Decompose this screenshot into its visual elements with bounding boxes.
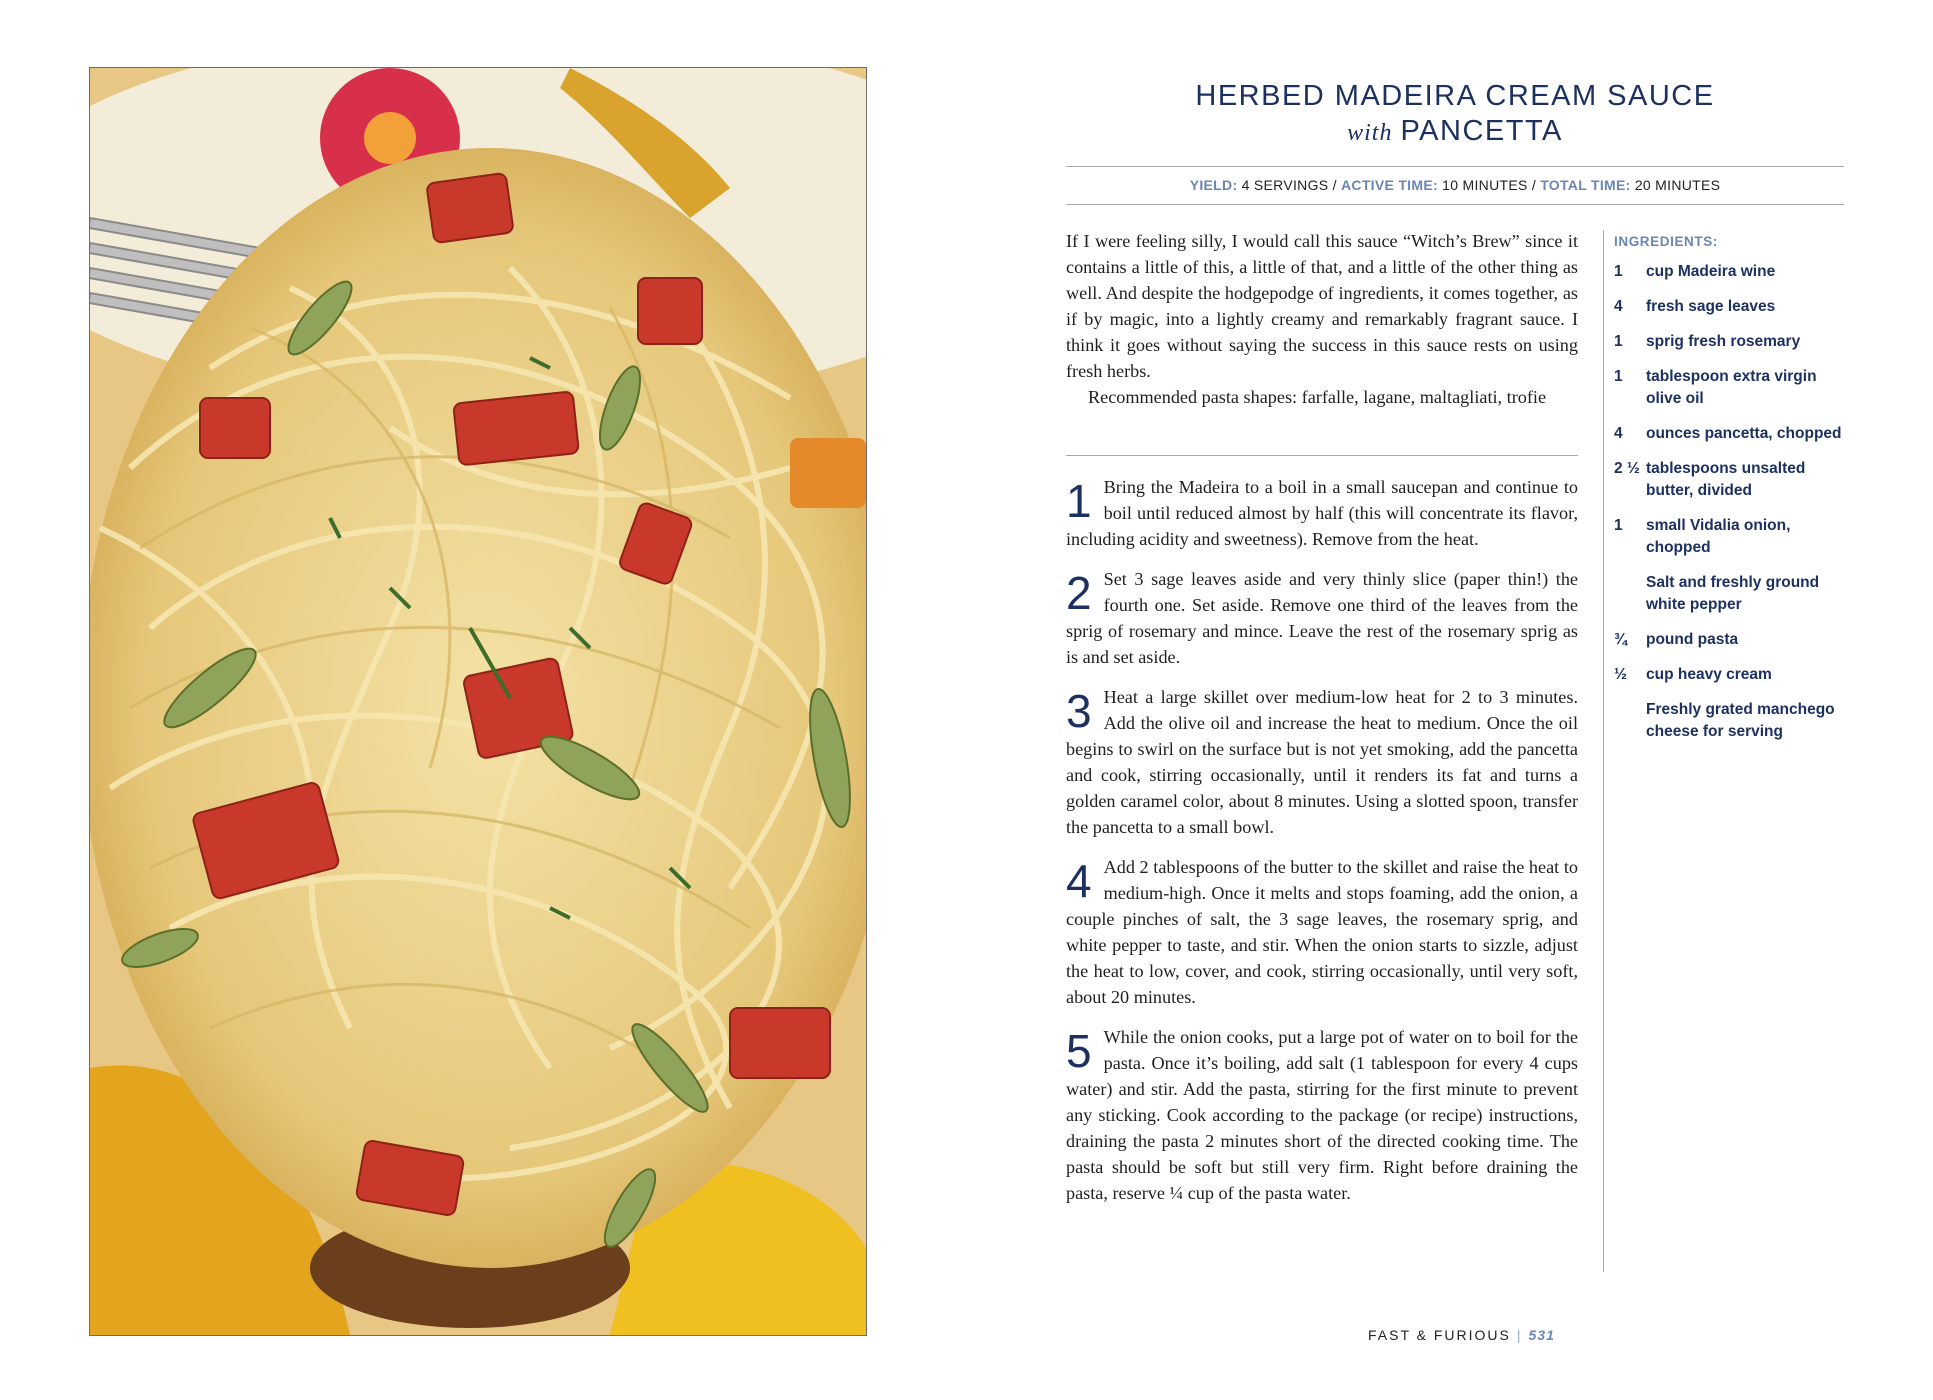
ingredient-qty: 1 (1614, 368, 1623, 385)
pasta-photo (89, 67, 867, 1336)
active-time-value: 10 MINUTES (1442, 177, 1528, 193)
column-divider (1603, 230, 1604, 1272)
recipe-intro (1066, 228, 1578, 410)
ingredient-item (1614, 515, 1844, 559)
ingredient-item (1614, 296, 1844, 318)
step-number: 5 (1066, 1025, 1092, 1077)
ingredients-heading: INGREDIENTS: (1614, 234, 1718, 249)
ingredient-desc: cup Madeira wine (1646, 263, 1776, 280)
ingredient-desc: Freshly grated manchego cheese for serving (1646, 701, 1835, 740)
ingredient-qty: 2 ½ (1614, 460, 1640, 477)
ingredient-item (1614, 699, 1844, 743)
ingredient-item (1614, 423, 1844, 445)
total-time-value: 20 MINUTES (1634, 177, 1721, 193)
title-divider-top (1066, 166, 1844, 167)
total-time-label: TOTAL TIME: (1540, 177, 1631, 193)
ingredient-desc: pound pasta (1646, 631, 1739, 648)
ingredient-item (1614, 331, 1844, 353)
ingredient-desc: fresh sage leaves (1646, 298, 1776, 315)
ingredient-desc: cup heavy cream (1646, 666, 1772, 683)
step-text: Add 2 tablespoons of the butter to the skillet and raise the heat to medium-high. Once it melts and stops foaming, add the onion, a couple pinches of salt, the 3 sage leaves, the rosemary sprig, and white pepper to taste, and stir. When the onion starts to sizzle, adjust the heat to low, cover, and cook, stirring occasionally, until very soft, about 20 minutes. (1066, 857, 1578, 1007)
recipe-title-with: with (1347, 120, 1393, 146)
section-name: FAST & FURIOUS (1368, 1327, 1511, 1343)
ingredient-qty: 1 (1614, 263, 1623, 280)
ingredient-qty: ¾ (1614, 631, 1627, 648)
recommended-shapes: Recommended pasta shapes: farfalle, lagane, maltagliati, trofie (1088, 387, 1547, 407)
ingredients-list (1614, 234, 1844, 756)
ingredient-qty (1614, 572, 1646, 616)
ingredient-desc: small Vidalia onion, chopped (1646, 517, 1791, 556)
step-text: While the onion cooks, put a large pot of water on to boil for the pasta. Once it’s boiling, add salt (1 tablespoon for every 4 cups water) and stir. Add the pasta, stirring for the first minute to prevent any sticking. Cook according to the package (or recipe) instructions, draining the pasta 2 minutes short of the directed cooking time. The pasta should be soft but still very firm. Right before draining the pasta, reserve ¼ cup of the pasta water. (1066, 1027, 1578, 1203)
step-number: 4 (1066, 855, 1092, 907)
page-footer (1368, 1327, 1555, 1343)
step-number: 2 (1066, 567, 1092, 619)
yield-label: YIELD: (1189, 177, 1238, 193)
ingredient-qty: 4 (1614, 298, 1623, 315)
step (1066, 566, 1578, 670)
ingredient-qty: 1 (1614, 517, 1623, 534)
step-number: 3 (1066, 685, 1092, 737)
active-time-label: ACTIVE TIME: (1341, 177, 1438, 193)
intro-paragraph: If I were feeling silly, I would call this sauce “Witch’s Brew” since it contains a little of this, a little of that, and a little of the other thing as well. And despite the hodgepodge of ingredients, it comes together, as if by magic, into a lightly creamy and remarkably fragrant sauce. I think it goes without saying the success in this sauce rests on using fresh herbs. (1066, 231, 1578, 381)
yield-value: 4 SERVINGS (1241, 177, 1329, 193)
recipe-title-line2 (1066, 114, 1844, 150)
title-divider-bottom (1066, 204, 1844, 205)
recipe-title-main2: PANCETTA (1400, 115, 1563, 147)
ingredient-item (1614, 458, 1844, 502)
ingredient-desc: tablespoon extra virgin olive oil (1646, 368, 1817, 407)
pasta-illustration (90, 68, 866, 1335)
recipe-steps (1066, 474, 1578, 1220)
ingredient-item (1614, 664, 1844, 686)
recipe-title (1066, 78, 1844, 150)
ingredient-qty (1614, 699, 1646, 743)
ingredient-item (1614, 572, 1844, 616)
ingredient-qty: 4 (1614, 425, 1623, 442)
step-text: Bring the Madeira to a boil in a small saucepan and continue to boil until reduced almost by half (this will concentrate its flavor, including acidity and sweetness). Remove from the heat. (1066, 477, 1578, 549)
intro-divider (1066, 455, 1578, 456)
ingredient-desc: sprig fresh rosemary (1646, 333, 1801, 350)
ingredient-qty: ½ (1614, 666, 1627, 683)
ingredient-item (1614, 629, 1844, 651)
recipe-title-line1: HERBED MADEIRA CREAM SAUCE (1195, 80, 1715, 112)
step-text: Heat a large skillet over medium-low heat for 2 to 3 minutes. Add the olive oil and increase the heat to medium. Once the oil begins to swirl on the surface but is not yet smoking, add the pancetta and cook, stirring occasionally, until it renders its fat and turns a golden caramel color, about 8 minutes. Using a slotted spoon, transfer the pancetta to a small bowl. (1066, 687, 1578, 837)
step (1066, 1024, 1578, 1206)
step-number: 1 (1066, 475, 1092, 527)
ingredient-desc: ounces pancetta, chopped (1646, 425, 1842, 442)
step (1066, 684, 1578, 840)
footer-separator: | (1516, 1327, 1523, 1343)
ingredient-qty: 1 (1614, 333, 1623, 350)
recipe-meta: YIELD: 4 SERVINGS / ACTIVE TIME: 10 MINUTES / TOTAL TIME: 20 MINUTES (1189, 177, 1721, 193)
step-text: Set 3 sage leaves aside and very thinly slice (paper thin!) the fourth one. Set aside. Remove one third of the leaves from the sprig of rosemary and mince. Leave the rest of the rosemary sprig as is and set aside. (1066, 569, 1578, 667)
ingredient-item (1614, 261, 1844, 283)
step (1066, 854, 1578, 1010)
ingredient-desc: Salt and freshly ground white pepper (1646, 574, 1820, 613)
ingredient-item (1614, 366, 1844, 410)
step (1066, 474, 1578, 552)
ingredient-desc: tablespoons unsalted butter, divided (1646, 460, 1806, 499)
page-number: 531 (1528, 1327, 1555, 1343)
